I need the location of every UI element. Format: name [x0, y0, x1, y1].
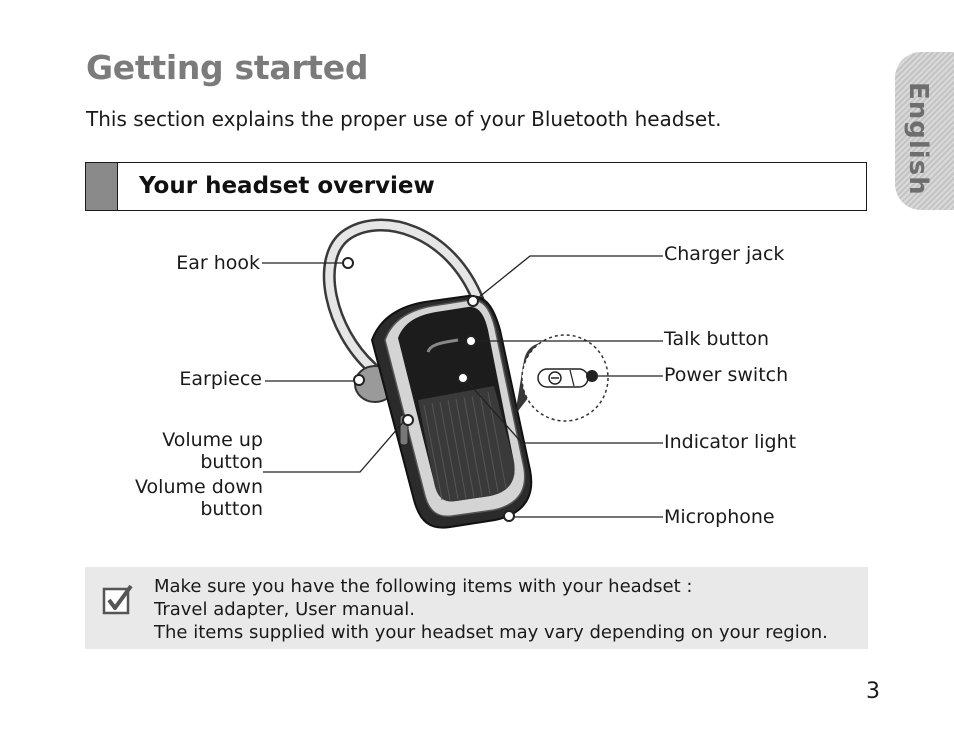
label-power-switch: Power switch	[664, 364, 789, 386]
section-title: Your headset overview	[139, 173, 435, 199]
checkbox-icon	[102, 583, 134, 615]
label-volume-down	[120, 476, 263, 520]
label-volume-down-line2: button	[200, 498, 263, 520]
language-tab-label: English	[903, 82, 933, 196]
note-box	[85, 567, 868, 649]
note-line: The items supplied with your headset may vary depending on your region.	[154, 622, 828, 643]
label-indicator-light: Indicator light	[664, 431, 797, 453]
note-line: Travel adapter, User manual.	[154, 599, 415, 620]
page-title: Getting started	[86, 48, 369, 87]
page-number: 3	[866, 679, 880, 704]
label-volume-up-line1: Volume up	[162, 429, 263, 451]
label-volume-up	[120, 429, 263, 473]
note-line: Make sure you have the following items with your headset :	[154, 576, 693, 597]
note-text	[154, 575, 828, 644]
label-ear-hook: Ear hook	[176, 252, 260, 274]
intro-text: This section explains the proper use of your Bluetooth headset.	[86, 107, 722, 131]
label-microphone: Microphone	[664, 506, 775, 528]
label-talk-button: Talk button	[664, 328, 770, 350]
label-volume-down-line1: Volume down	[135, 476, 263, 498]
label-volume-up-line2: button	[200, 451, 263, 473]
label-charger-jack: Charger jack	[664, 243, 785, 265]
label-earpiece: Earpiece	[179, 368, 262, 390]
